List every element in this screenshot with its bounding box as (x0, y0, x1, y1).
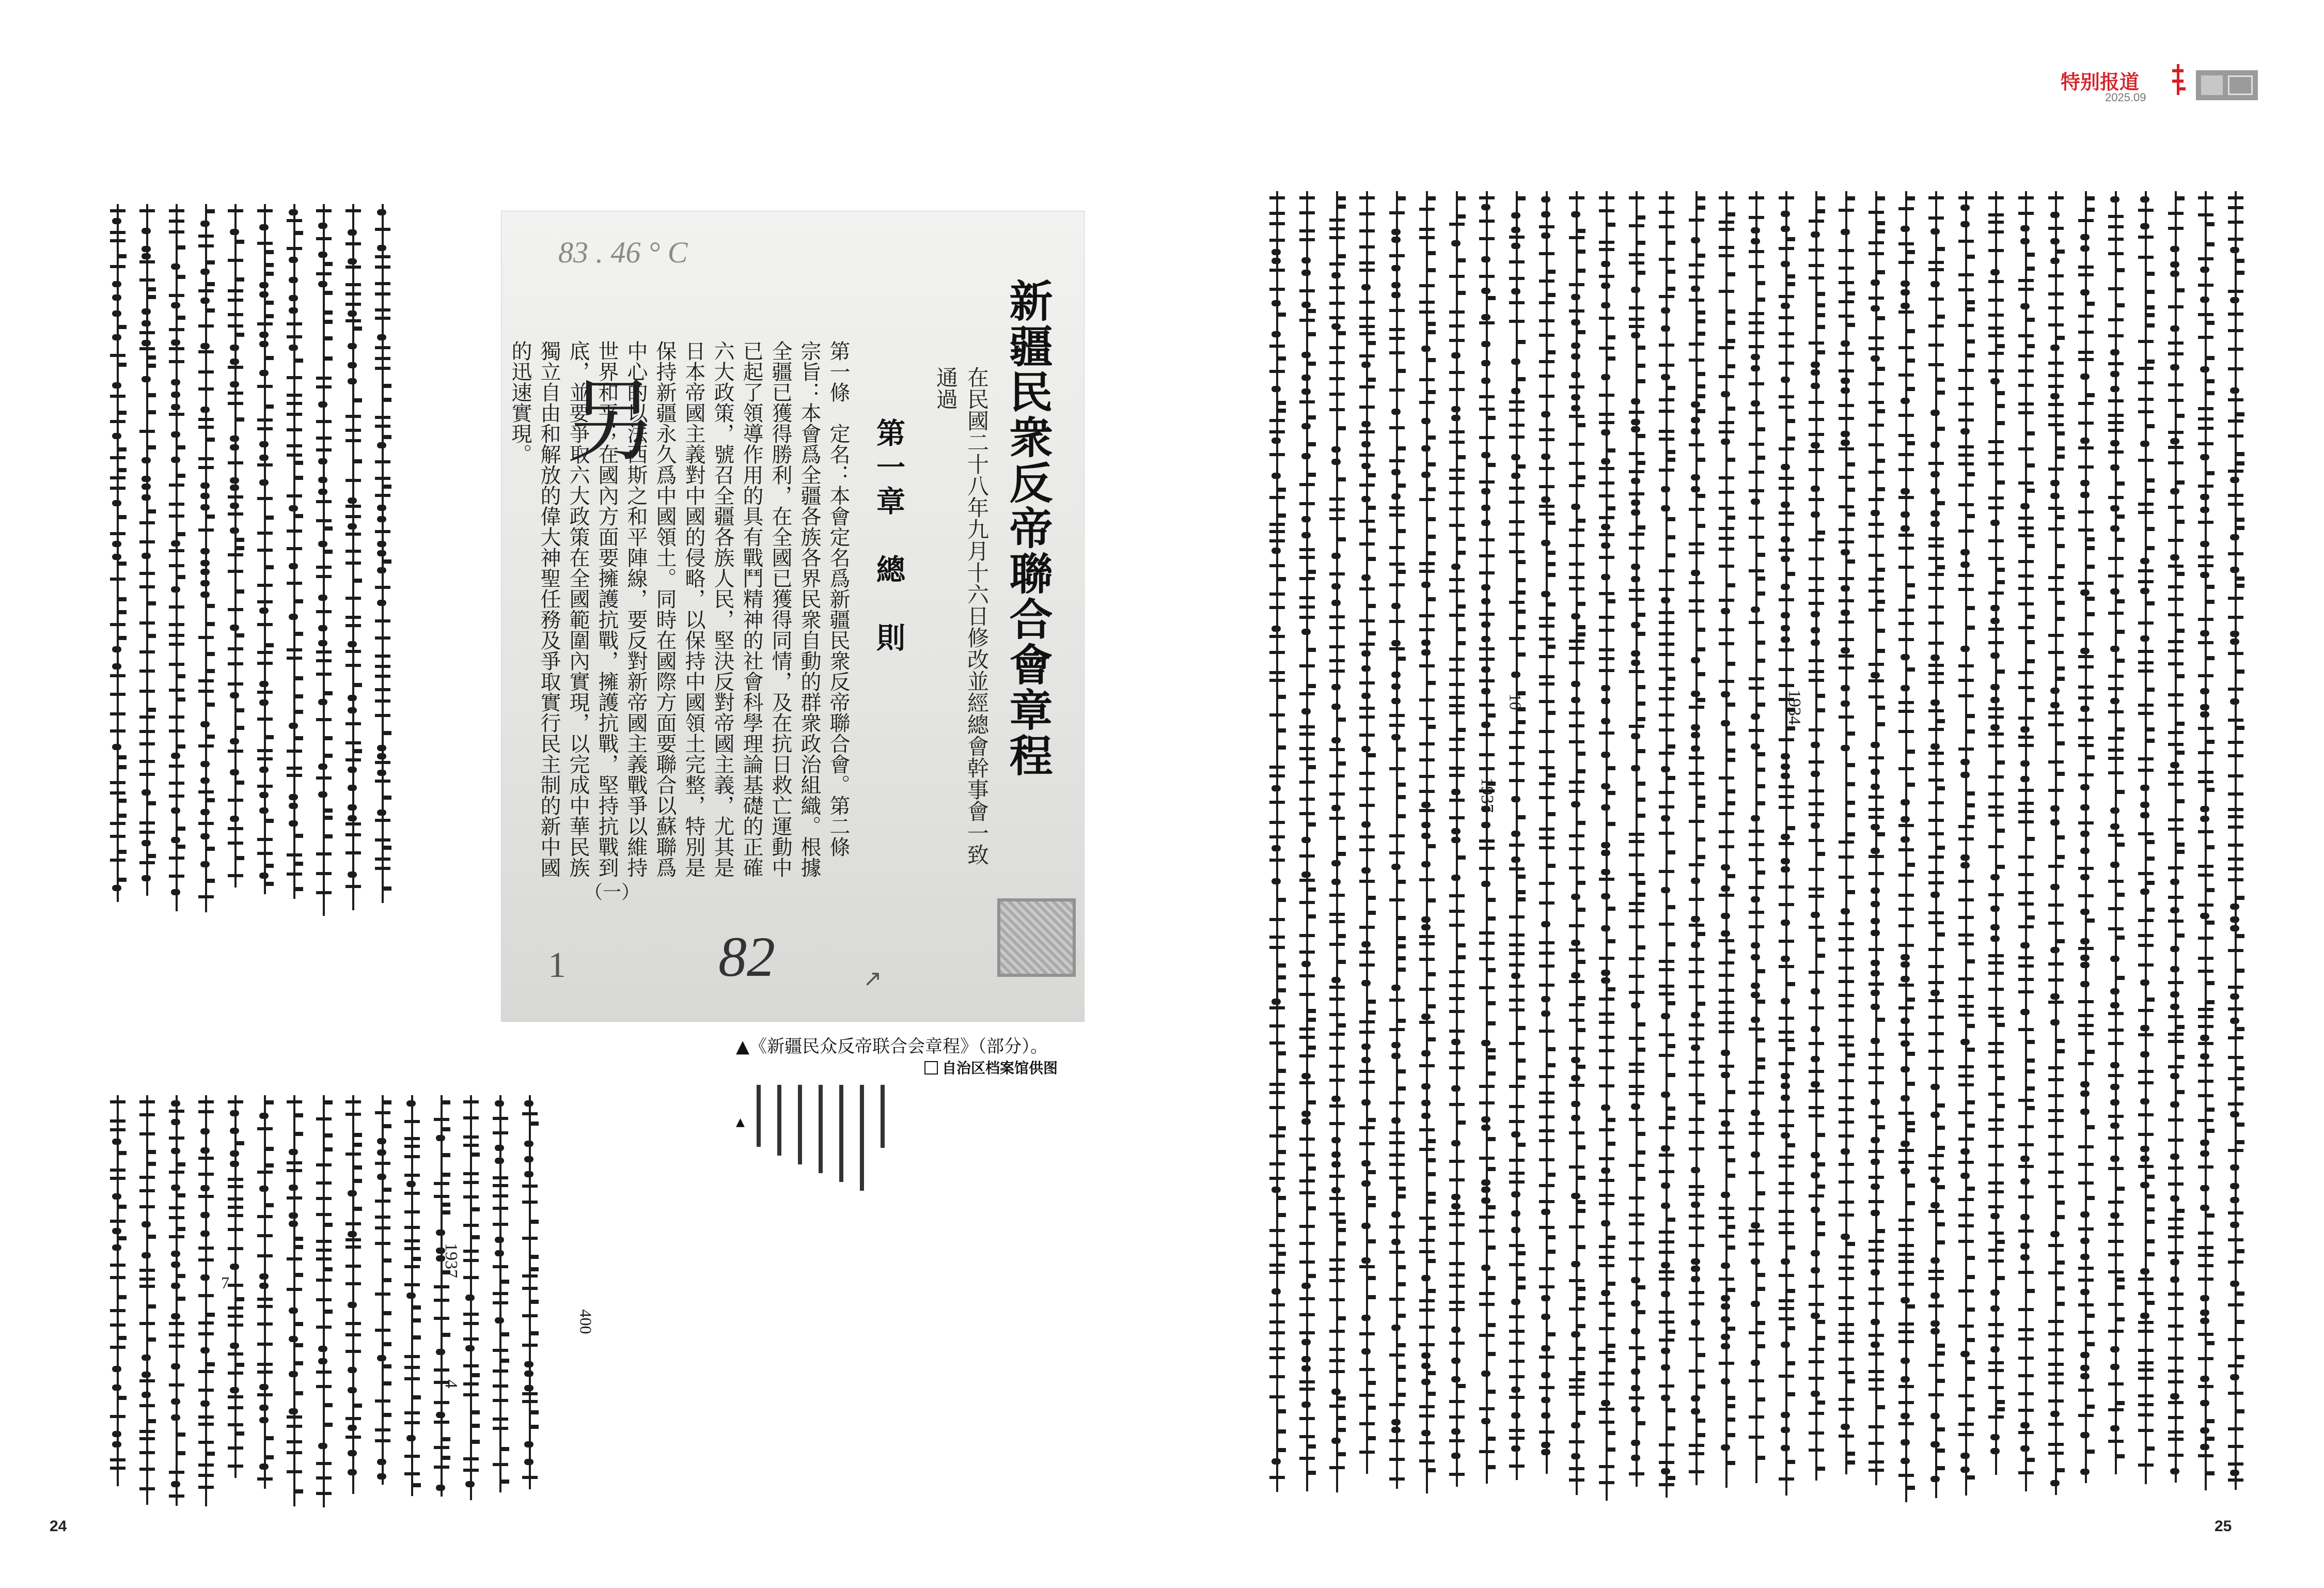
mongolian-text-column (2134, 191, 2158, 1484)
issue-date: 2025.09 (2105, 91, 2146, 104)
mongolian-text-column (312, 1095, 336, 1507)
photo-caption: ▲《新疆民众反帝联合会章程》（部分）。 (736, 1036, 1048, 1057)
page-number-right: 25 (2215, 1518, 2232, 1535)
mongolian-text-column (1894, 191, 1918, 1502)
mongolian-text-column (1595, 191, 1619, 1501)
inline-number: 400 (576, 1309, 595, 1334)
mongolian-text-column (1385, 191, 1409, 1489)
handwritten-mark: 另 (569, 371, 657, 473)
mongolian-text-column (165, 1095, 189, 1506)
mongolian-caption (736, 1085, 1097, 1204)
mongolian-caption-line (798, 1085, 802, 1164)
mongolian-text-column (1535, 191, 1559, 1474)
date-column (439, 1245, 463, 1493)
mongolian-text-column (1475, 191, 1499, 1484)
mongolian-caption-line (757, 1085, 761, 1147)
year-number: 1937 (442, 1243, 461, 1278)
document-body: 第一條 定名：本會定名爲新疆民衆反帝聯合會。第二條 宗旨：本會爲全疆各族各界民衆自動的群衆政治組織。根據全疆已獲得勝利，在全國已獲得同情，及在抗日救亡運動中已起了領導作用的具有戰鬥精神的社會科學理論基礎的正確六大政策，號召全疆各族人民，堅決反對帝國主義，尤其是日本帝國主義對中國的侵略，以保持中國領土完整，特別是保持新疆永久爲中國領土。同時在國際方面要聯合以蘇聯爲中心的以法西斯之和平陣線，要反對新帝國主義戰爭以維持世界和平；在國內方面要擁護抗戰，擁護抗戰，堅持抗戰到底，並要爭取六大政策在全國範圍內實現，以完成中華民族獨立自由和解放的偉大神聖任務及爭取實行民主制的新中國的迅速實現。 (508, 340, 850, 878)
mongolian-text-column (1265, 191, 1289, 1492)
mongolian-text-column (1924, 191, 1948, 1498)
handwritten-number: 82 (718, 925, 775, 988)
mongolian-text-column (1954, 191, 1978, 1496)
mongolian-text-column (1445, 191, 1469, 1487)
mongolian-text-column (1415, 191, 1439, 1493)
inline-number: 1934 (1785, 690, 1804, 725)
mongolian-text-column (2164, 191, 2188, 1483)
inline-number: 1937 (1478, 777, 1497, 813)
triangle-icon: ▲ (736, 1116, 745, 1129)
mongolian-text-column (224, 204, 247, 888)
handwritten-mark: ↗ (863, 966, 882, 992)
mongolian-text-column (282, 1095, 306, 1506)
mongolian-text-column (518, 1095, 542, 1489)
mongolian-text-column (371, 1095, 395, 1485)
credit-box-icon (924, 1061, 938, 1075)
mongolian-section-glyph-icon (2168, 64, 2189, 95)
section-title: 特别报道 (2061, 71, 2140, 94)
mongolian-text-column (341, 204, 365, 910)
mongolian-text-column (2044, 191, 2068, 1495)
mongolian-text-column (194, 1095, 218, 1506)
mongolian-text-column (2224, 191, 2248, 1490)
archive-seal-stamp (997, 898, 1076, 977)
page-number-left: 24 (50, 1518, 67, 1535)
mongolian-text-column (2074, 191, 2098, 1483)
mongolian-caption-line (860, 1085, 864, 1191)
mongolian-text-column (400, 1095, 424, 1496)
mongolian-caption-line (839, 1085, 843, 1182)
archive-document-photo (501, 211, 1085, 1022)
mongolian-text-column (489, 1095, 512, 1492)
mongolian-text-column (1745, 191, 1768, 1483)
photo-credit: 自治区档案馆供图 (924, 1057, 1058, 1078)
page-header (2061, 61, 2267, 107)
mongolian-text-column (2014, 191, 2038, 1491)
mongolian-text-column (1864, 191, 1888, 1485)
mongolian-text-column (1775, 191, 1798, 1496)
mongolian-text-column (1984, 191, 2008, 1475)
mongolian-text-column (135, 204, 159, 896)
mongolian-text-column (1804, 191, 1828, 1481)
page-mark: （一） (584, 882, 640, 903)
mongolian-text-column (282, 204, 306, 899)
mongolian-text-column (2104, 191, 2128, 1474)
mongolian-text-column (1295, 191, 1319, 1491)
mongolian-text-column (312, 204, 336, 916)
mongolian-caption-line (777, 1085, 781, 1156)
mongolian-text-column (1625, 191, 1648, 1487)
month-number: 4 (442, 1379, 461, 1389)
mongolian-text-column (1834, 191, 1858, 1474)
inline-number: 10 (1506, 693, 1525, 710)
mongolian-text-column (135, 1095, 159, 1505)
mongolian-text-column (371, 204, 395, 903)
mongolian-caption-line (819, 1085, 823, 1173)
mongolian-text-column (194, 204, 218, 912)
mongolian-text-column (253, 204, 277, 894)
mongolian-text-column (341, 1095, 365, 1494)
mongolian-caption-line (881, 1085, 885, 1148)
document-subtitle: 在民國二十八年九月十六日修改並經總會幹事會一致通過 (933, 366, 990, 865)
mongolian-text-column (1685, 191, 1708, 1485)
mongolian-text-column (2194, 191, 2218, 1490)
handwritten-mark: 1 (548, 945, 566, 985)
mongolian-text-column (1325, 191, 1349, 1492)
mongolian-text-column (106, 204, 130, 902)
handwritten-archive-code: 83 . 46 ° C (558, 236, 688, 269)
mongolian-text-column (165, 204, 189, 911)
mongolian-text-column (1505, 191, 1529, 1480)
magazine-logo (2196, 70, 2258, 100)
mongolian-text-column (1715, 191, 1738, 1488)
mongolian-text-column (1355, 191, 1379, 1474)
mongolian-text-column (253, 1095, 277, 1489)
mongolian-text-column (106, 1095, 130, 1486)
chapter-heading: 第一章 總 則 (872, 418, 906, 657)
document-title: 新疆民衆反帝聯合會章程 (1002, 278, 1054, 779)
mongolian-text-column (1565, 191, 1589, 1495)
inline-number: 7 (221, 1273, 229, 1292)
mongolian-text-column (1655, 191, 1678, 1498)
